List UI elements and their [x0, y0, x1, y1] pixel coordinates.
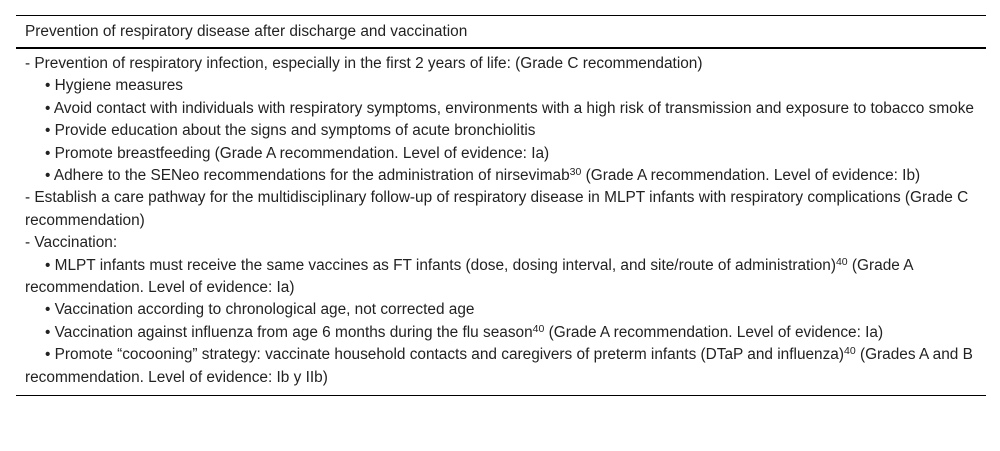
list-item: • Promote “cocooning” strategy: vaccinate household contacts and caregivers of preterm infants (DTaP and influenza)$^{40}$ (Grades A and B recommendation. Level of evidence: Ib y IIb)	[25, 345, 973, 386]
citation-ref: 40	[532, 322, 545, 335]
list-item: • Vaccination according to chronological age, not corrected age	[45, 301, 475, 319]
list-item: • Hygiene measures	[45, 77, 183, 95]
citation-ref: 40	[844, 345, 856, 358]
list-item: • MLPT infants must receive the same vaccines as FT infants (dose, dosing interval, and site/route of administration)$^{40}$ (Grade A recommendation. Level of evidence: Ia)	[25, 255, 913, 297]
list-item: • Avoid contact with individuals with respiratory symptoms, environments with a high risk of transmission and exposure to tobacco smoke	[45, 99, 974, 117]
table-body	[16, 49, 986, 396]
vaccination-intro: - Vaccination:	[25, 234, 118, 252]
list-item: • Promote breastfeeding (Grade A recommendation. Level of evidence: Ia)	[45, 144, 550, 162]
list-item: • Adhere to the SENeo recommendations for the administration of nirsevimab$^{30}$ (Grade A recommendation. Level of evidence: Ib)	[45, 166, 921, 185]
recommendations-table	[16, 15, 986, 396]
citation-ref: 30	[569, 166, 582, 179]
list-item: • Vaccination against influenza from age 6 months during the flu season$^{40}$ (Grade A recommendation. Level of evidence: Ia)	[45, 322, 884, 341]
citation-ref: 40	[835, 255, 848, 268]
prevention-intro: - Prevention of respiratory infection, especially in the first 2 years of life: (Grade C recommendation)	[25, 55, 703, 72]
care-pathway-item: - Establish a care pathway for the multidisciplinary follow-up of respiratory disease in MLPT infants with respiratory complications (Grade C recommendation)	[25, 189, 969, 229]
table-header: Prevention of respiratory disease after discharge and vaccination	[16, 16, 986, 49]
list-item: • Provide education about the signs and symptoms of acute bronchiolitis	[45, 122, 536, 140]
